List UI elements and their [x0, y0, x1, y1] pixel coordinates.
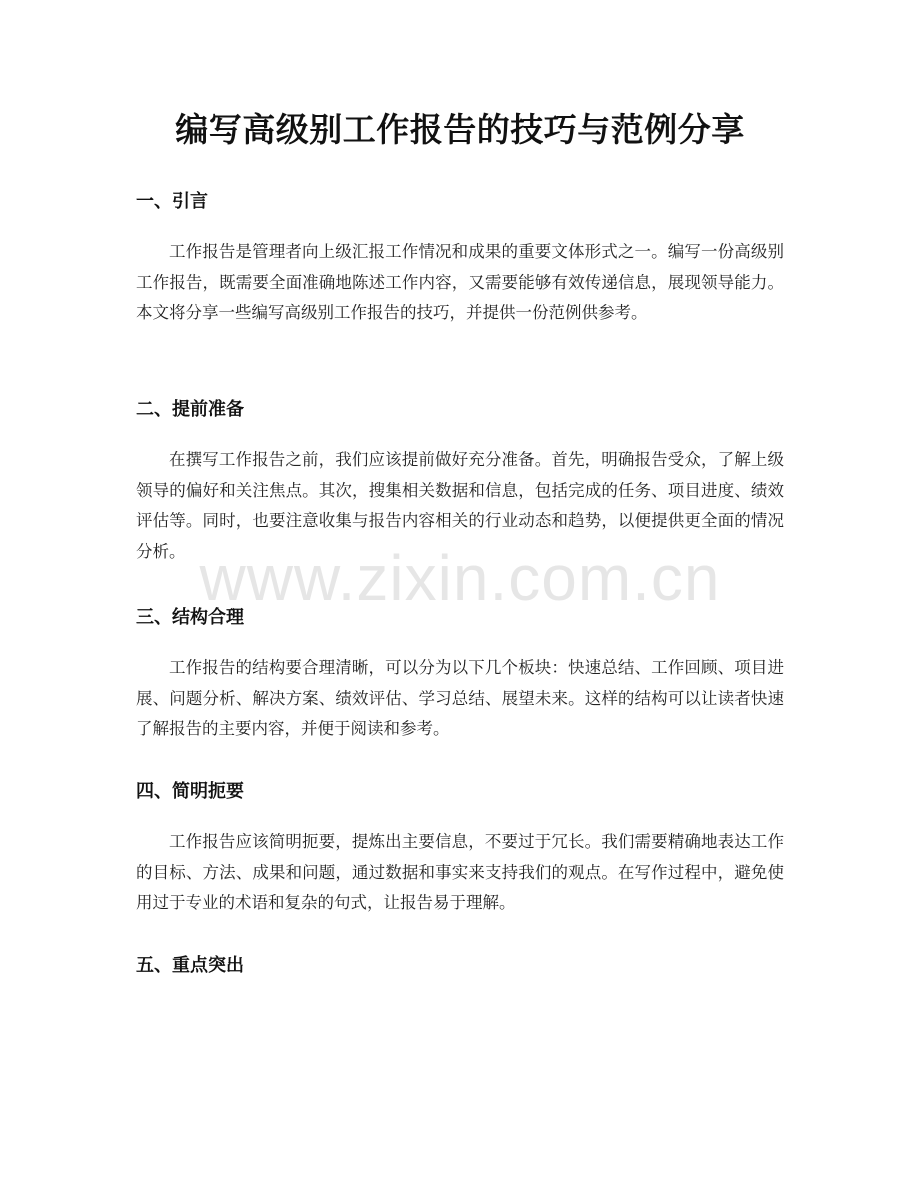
section-structure	[136, 605, 784, 745]
section-heading: 五、重点突出	[136, 955, 244, 976]
section-paragraph: 工作报告的结构要合理清晰，可以分为以下几个板块：快速总结、工作回顾、项目进展、问题分析、解决方案、绩效评估、学习总结、展望未来。这样的结构可以让读者快速了解报告的主要内容，并便于阅读和参考。	[136, 658, 784, 738]
section-paragraph: 在撰写工作报告之前，我们应该提前做好充分准备。首先，明确报告受众，了解上级领导的偏好和关注焦点。其次，搜集相关数据和信息，包括完成的任务、项目进度、绩效评估等。同时，也要注意收集与报告内容相关的行业动态和趋势，以便提供更全面的情况分析。	[136, 450, 784, 561]
section-concise	[136, 779, 784, 919]
section-heading: 三、结构合理	[136, 607, 244, 628]
section-highlight	[136, 953, 784, 979]
section-preparation	[136, 397, 784, 567]
section-paragraph: 工作报告是管理者向上级汇报工作情况和成果的重要文体形式之一。编写一份高级别工作报告，既需要全面准确地陈述工作内容，又需要能够有效传递信息，展现领导能力。本文将分享一些编写高级别工作报告的技巧，并提供一份范例供参考。	[136, 242, 784, 322]
document-title: 编写高级别工作报告的技巧与范例分享	[175, 110, 745, 149]
section-heading: 一、引言	[136, 191, 208, 212]
section-heading: 二、提前准备	[136, 399, 244, 420]
section-paragraph: 工作报告应该简明扼要，提炼出主要信息，不要过于冗长。我们需要精确地表达工作的目标、方法、成果和问题，通过数据和事实来支持我们的观点。在写作过程中，避免使用过于专业的术语和复杂的句式，让报告易于理解。	[136, 832, 784, 912]
section-introduction	[136, 189, 784, 329]
watermark: www.zixin.com.cn	[199, 542, 721, 614]
section-heading: 四、简明扼要	[136, 781, 244, 802]
